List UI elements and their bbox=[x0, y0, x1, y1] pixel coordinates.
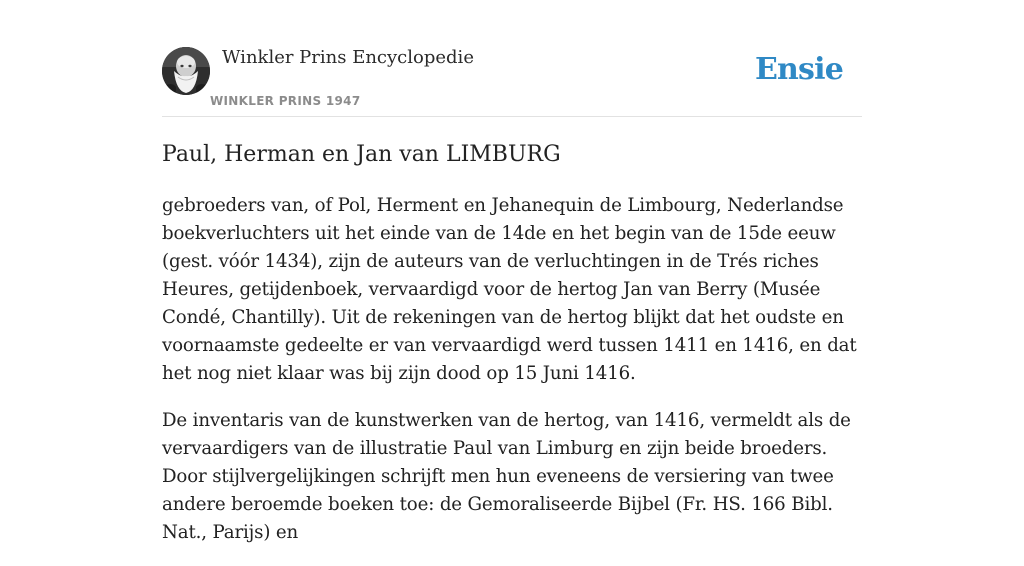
bearded-man-portrait-icon bbox=[162, 47, 210, 95]
ensie-logo[interactable]: Ensie bbox=[754, 52, 843, 87]
article-paragraph: De inventaris van de kunstwerken van de hertog, van 1416, vermeldt als de vervaardigers van de illustratie Paul van Limburg en zijn beide broeders. Door stijlvergelijkingen schrijft men hun eveneens de versiering van twee andere beroemde boeken toe: de Gemoraliseerde Bijbel (Fr. HS. 166 Bibl. Nat., Parijs) en bbox=[162, 410, 851, 543]
source-edition-label: WINKLER PRINS 1947 bbox=[210, 94, 361, 108]
source-header bbox=[162, 0, 862, 117]
article-paragraph: gebroeders van, of Pol, Herment en Jehanequin de Limbourg, Nederlandse boekverluchters uit het einde van de 14de en het begin van de 15de eeuw (gest. vóór 1434), zijn de auteurs van de verluchtingen in de Trés riches Heures, getijdenboek, vervaardigd voor de hertog Jan van Berry (Musée Condé, Chantilly). Uit de rekeningen van de hertog blijkt dat het oudste en voornaamste gedeelte er van vervaardigd werd tussen 1411 en 1416, en dat het nog niet klaar was bij zijn dood op 15 Juni 1416. bbox=[162, 195, 857, 384]
page bbox=[162, 0, 862, 543]
source-name[interactable]: Winkler Prins Encyclopedie bbox=[222, 47, 474, 68]
article-title: Paul, Herman en Jan van LIMBURG bbox=[162, 142, 561, 167]
source-avatar[interactable] bbox=[162, 47, 210, 95]
article-body bbox=[162, 192, 862, 566]
